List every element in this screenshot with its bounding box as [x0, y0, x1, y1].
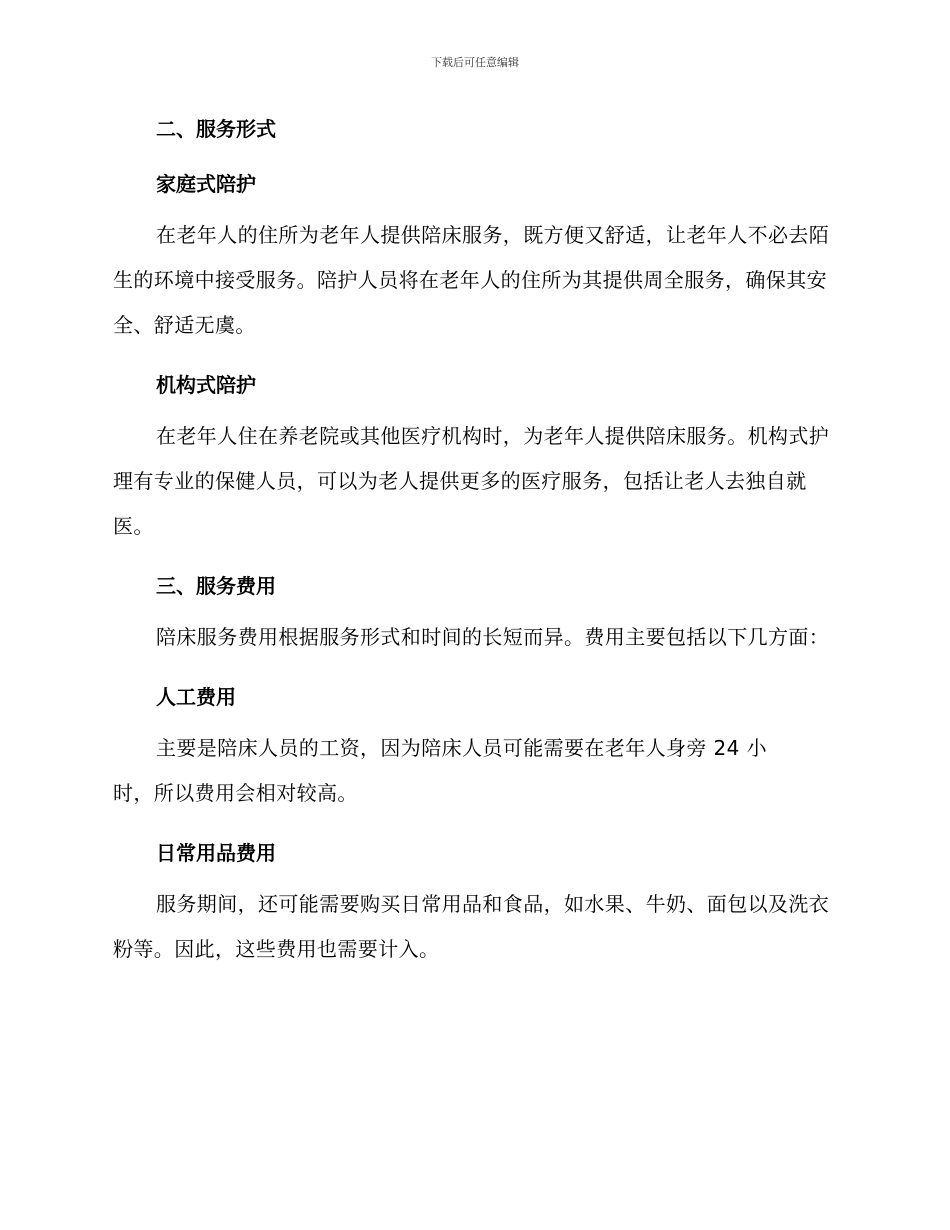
paragraph-home-care: 在老年人的住所为老年人提供陪床服务，既方便又舒适，让老年人不必去陌生的环境中接受服务。陪护人员将在老年人的住所为其提供周全服务，确保其安全、舒适无虞。 — [113, 223, 830, 337]
paragraph-institution-care: 在老年人住在养老院或其他医疗机构时，为老年人提供陪床服务。机构式护理有专业的保健人员，可以为老人提供更多的医疗服务，包括让老人去独自就医。 — [113, 424, 830, 538]
paragraph-fee-intro: 陪床服务费用根据服务形式和时间的长短而异。费用主要包括以下几方面： — [156, 625, 830, 649]
paragraph-labor-fees-line2: 时，所以费用会相对较高。 — [113, 781, 358, 805]
section-heading-service-forms: 二、服务形式 — [156, 117, 276, 141]
paragraph-daily-supplies: 服务期间，还可能需要购买日常用品和食品，如水果、牛奶、面包以及洗衣粉等。因此，这些费用也需要计入。 — [113, 892, 830, 961]
document-body — [113, 112, 833, 972]
subheading-institution-care: 机构式陪护 — [156, 373, 256, 397]
subheading-home-care: 家庭式陪护 — [156, 172, 256, 196]
header-note: 下载后可任意编辑 — [431, 56, 519, 69]
subheading-labor-fees: 人工费用 — [156, 685, 236, 709]
section-heading-service-fees: 三、服务费用 — [156, 574, 276, 598]
paragraph-labor-fees-line1: 主要是陪床人员的工资，因为陪床人员可能需要在老年人身旁 24 小 — [156, 736, 767, 760]
subheading-daily-supplies: 日常用品费用 — [156, 841, 276, 865]
